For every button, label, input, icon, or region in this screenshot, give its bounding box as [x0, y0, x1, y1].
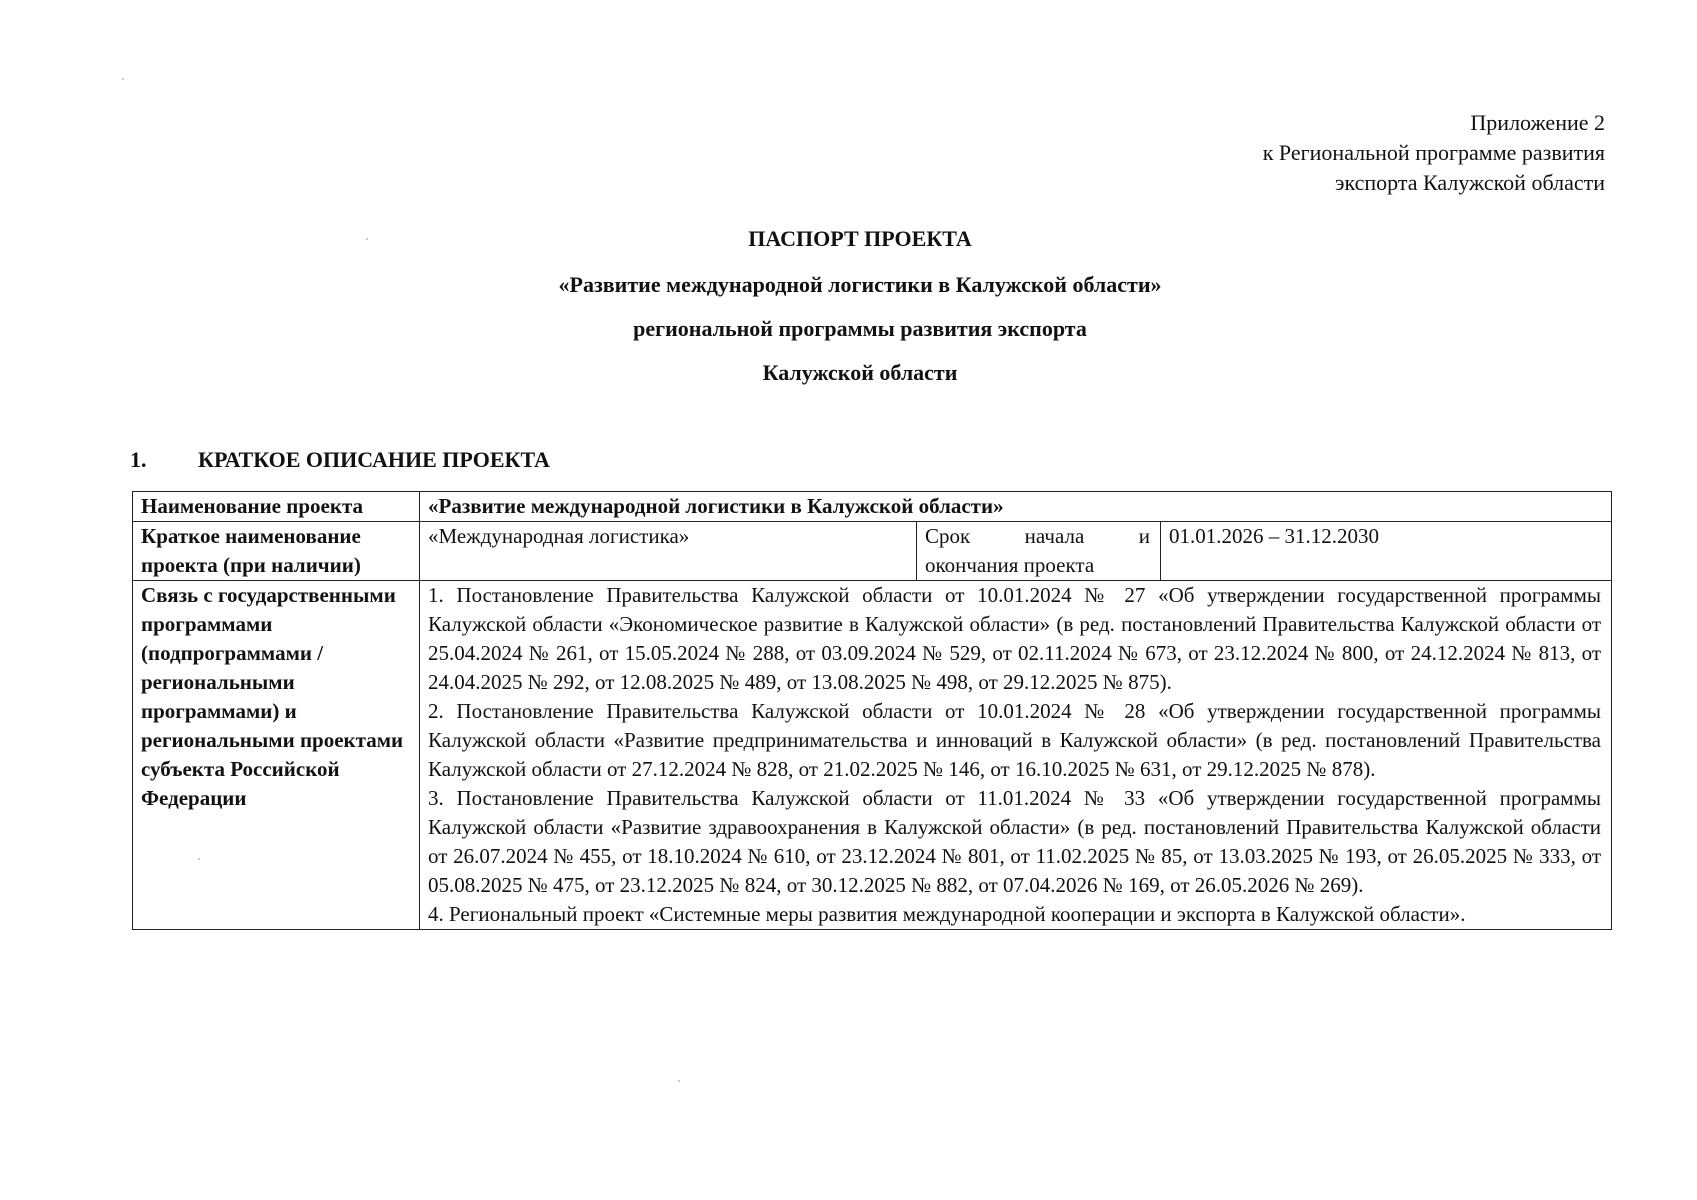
- annex-note: [1263, 108, 1605, 198]
- links-value: [420, 581, 1612, 930]
- passport-table: [132, 491, 1612, 930]
- scan-speck: [678, 1080, 680, 1082]
- short-name-value: «Международная логистика»: [420, 522, 917, 581]
- table-row: [133, 492, 1612, 522]
- title-line: «Развитие международной логистики в Калужской области»: [558, 272, 1162, 297]
- term-label: Срок начала и окончания проекта: [917, 522, 1161, 581]
- annex-line: экспорта Калужской области: [1335, 170, 1605, 195]
- annex-line: Приложение 2: [1470, 110, 1605, 135]
- title-line: Калужской области: [762, 360, 958, 385]
- list-item: 4. Региональный проект «Системные меры развития международной кооперации и экспорта в Калужской области».: [428, 902, 1466, 926]
- title-line: ПАСПОРТ ПРОЕКТА: [748, 226, 972, 251]
- project-name-label: Наименование проекта: [133, 492, 420, 522]
- section-title: КРАТКОЕ ОПИСАНИЕ ПРОЕКТА: [198, 447, 550, 472]
- title-line: региональной программы развития экспорта: [633, 316, 1087, 341]
- links-label: Связь с государственными программами (подпрограммами / региональными программами) и региональными проектами субъекта Российской Федерации: [133, 581, 420, 930]
- section-number: 1.: [130, 447, 147, 472]
- scan-speck: [122, 78, 124, 80]
- list-item: 2. Постановление Правительства Калужской области от 10.01.2024 № 28 «Об утверждении государственной программы Калужской области «Развитие предпринимательства и инноваций в Калужской области» (в ред. постановлений Правительства Калужской области от 27.12.2024 № 828, от 21.02.2025 № 146, от 16.10.2025 № 631, от 29.12.2025 № 878).: [428, 699, 1601, 781]
- table-row: [133, 581, 1612, 930]
- list-item: 3. Постановление Правительства Калужской области от 11.01.2024 № 33 «Об утверждении государственной программы Калужской области «Развитие здравоохранения в Калужской области» (в ред. постановлений Правительства Калужской области от 26.07.2024 № 455, от 18.10.2024 № 610, от 23.12.2024 № 801, от 11.02.2025 № 85, от 13.03.2025 № 193, от 26.05.2025 № 333, от 05.08.2025 № 475, от 23.12.2025 № 824, от 30.12.2025 № 882, от 07.04.2026 № 169, от 26.05.2026 № 269).: [428, 786, 1601, 897]
- table-row: [133, 522, 1612, 581]
- short-name-label: Краткое наименование проекта (при наличии): [133, 522, 420, 581]
- list-item: 1. Постановление Правительства Калужской области от 10.01.2024 № 27 «Об утверждении государственной программы Калужской области «Экономическое развитие в Калужской области» (в ред. постановлений Правительства Калужской области от 25.04.2024 № 261, от 15.05.2024 № 288, от 03.09.2024 № 529, от 02.11.2024 № 673, от 23.12.2024 № 800, от 24.12.2024 № 813, от 24.04.2025 № 292, от 12.08.2025 № 489, от 13.08.2025 № 498, от 29.12.2025 № 875).: [428, 583, 1601, 694]
- section-heading: [130, 447, 550, 473]
- project-name-value: «Развитие международной логистики в Калужской области»: [420, 492, 1612, 522]
- annex-line: к Региональной программе развития: [1262, 140, 1605, 165]
- term-value: 01.01.2026 – 31.12.2030: [1161, 522, 1612, 581]
